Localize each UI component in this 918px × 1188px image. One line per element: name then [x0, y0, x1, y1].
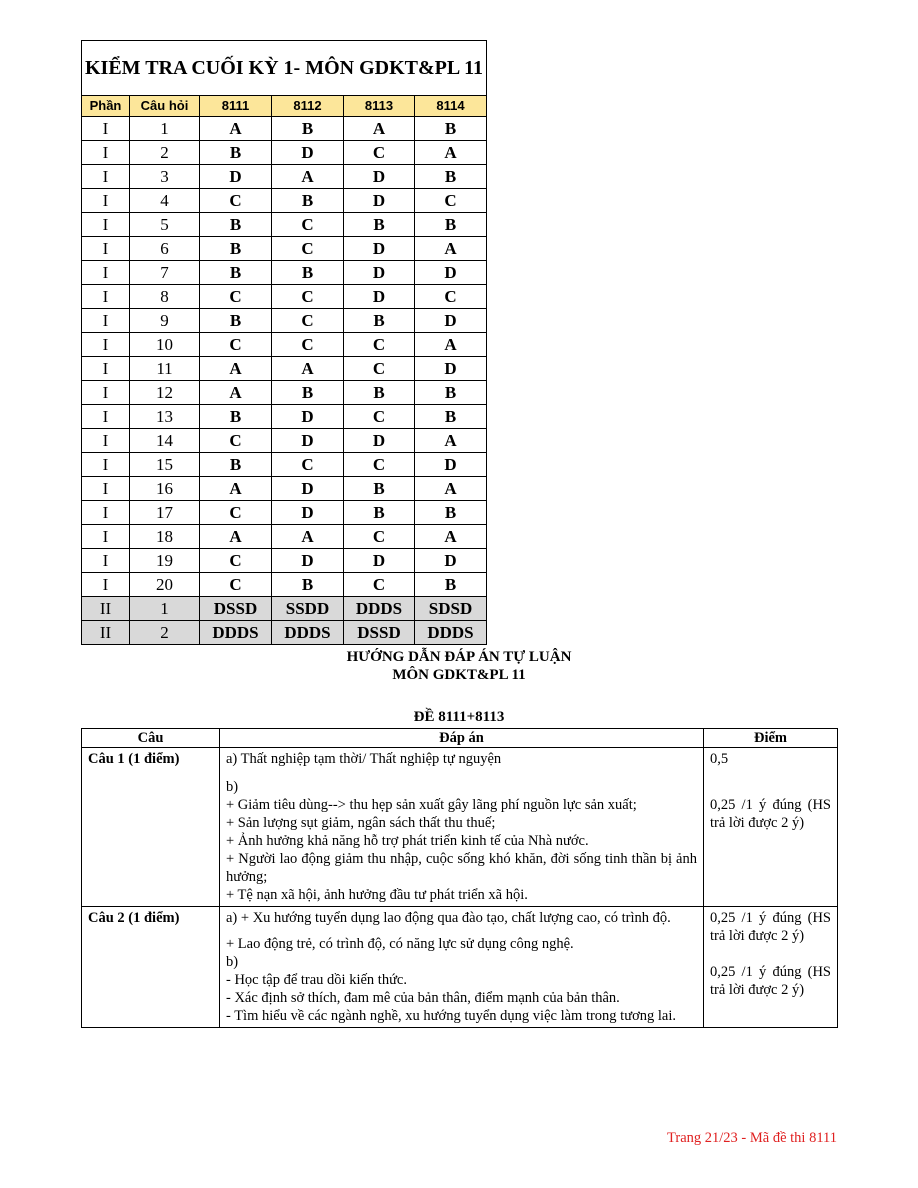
question-1-row [82, 748, 838, 907]
q1-score-a: 0,5 [710, 751, 729, 767]
answer-cell: C [344, 141, 415, 165]
answer-cell: DDDS [415, 621, 487, 645]
answer-key-title: KIỂM TRA CUỐI KỲ 1- MÔN GDKT&PL 11 [82, 41, 487, 96]
answer-key-row [82, 261, 487, 285]
answer-cell: D [272, 549, 344, 573]
answer-cell: B [344, 213, 415, 237]
answer-cell: C [415, 189, 487, 213]
answer-cell: DDDS [272, 621, 344, 645]
answer-cell: B [272, 261, 344, 285]
answer-key-row [82, 333, 487, 357]
q2-part-a-2: + Lao động trẻ, có trình độ, có năng lực sử dụng công nghệ. [226, 936, 574, 952]
answer-cell: D [344, 549, 415, 573]
answer-cell: SSDD [272, 597, 344, 621]
part-cell: I [82, 549, 130, 573]
answer-cell: D [344, 429, 415, 453]
answer-cell: D [272, 477, 344, 501]
answer-cell: DSSD [344, 621, 415, 645]
answer-cell: D [415, 261, 487, 285]
answer-key-row [82, 573, 487, 597]
answer-key-body [82, 117, 487, 645]
answer-cell: A [415, 477, 487, 501]
answer-key-row [82, 501, 487, 525]
answer-key-table [81, 40, 487, 645]
answer-cell: C [200, 573, 272, 597]
page-footer: Trang 21/23 - Mã đề thi 8111 [667, 1130, 837, 1146]
answer-cell: A [200, 381, 272, 405]
answer-cell: A [200, 525, 272, 549]
part-cell: I [82, 333, 130, 357]
answer-key-row [82, 405, 487, 429]
question-number-cell: 19 [130, 549, 200, 573]
answer-cell: C [344, 573, 415, 597]
answer-cell: B [272, 381, 344, 405]
answer-cell: A [272, 357, 344, 381]
part-cell: I [82, 477, 130, 501]
answer-cell: DSSD [200, 597, 272, 621]
answer-cell: A [415, 525, 487, 549]
answer-cell: DDDS [344, 597, 415, 621]
answer-item: - Xác định sở thích, đam mê của bản thân, điểm mạnh của bản thân. [226, 990, 620, 1006]
answer-cell: C [272, 285, 344, 309]
answer-cell: C [200, 549, 272, 573]
answer-cell: A [415, 333, 487, 357]
question-number-cell: 18 [130, 525, 200, 549]
part-cell: I [82, 285, 130, 309]
answer-item: + Tệ nạn xã hội, ảnh hưởng đầu tư phát triển xã hội. [226, 887, 528, 903]
answer-cell: B [200, 261, 272, 285]
question-2-score [704, 907, 838, 1028]
part-cell: I [82, 429, 130, 453]
answer-cell: C [415, 285, 487, 309]
answer-cell: C [344, 453, 415, 477]
answer-key-row [82, 549, 487, 573]
answer-cell: C [200, 285, 272, 309]
answer-cell: B [200, 213, 272, 237]
part-cell: II [82, 597, 130, 621]
answer-cell: C [344, 525, 415, 549]
answer-cell: D [344, 285, 415, 309]
answer-cell: C [200, 501, 272, 525]
q1-part-b-items [226, 796, 697, 904]
question-number-cell: 14 [130, 429, 200, 453]
column-header-answer: Đáp án [220, 729, 704, 748]
answer-key-row [82, 213, 487, 237]
part-cell: I [82, 357, 130, 381]
answer-key-row [82, 525, 487, 549]
part-cell: I [82, 453, 130, 477]
q1-part-a: a) Thất nghiệp tạm thời/ Thất nghiệp tự nguyện [226, 751, 502, 767]
answer-cell: B [415, 213, 487, 237]
question-number-cell: 17 [130, 501, 200, 525]
part-cell: I [82, 141, 130, 165]
answer-cell: C [272, 309, 344, 333]
q2-score-b: 0,25 /1 ý đúng (HS trả lời được 2 ý) [710, 964, 831, 998]
question-number-cell: 7 [130, 261, 200, 285]
part-cell: I [82, 237, 130, 261]
answer-cell: B [415, 165, 487, 189]
question-2-row [82, 907, 838, 1028]
answer-cell: B [200, 405, 272, 429]
essay-subject: MÔN GDKT&PL 11 [392, 667, 526, 683]
answer-item: - Tìm hiểu về các ngành nghề, xu hướng tuyển dụng việc làm trong tương lai. [226, 1008, 676, 1024]
part-cell: I [82, 309, 130, 333]
answer-cell: DDDS [200, 621, 272, 645]
answer-cell: A [272, 165, 344, 189]
answer-cell: D [344, 261, 415, 285]
answer-cell: B [272, 573, 344, 597]
answer-cell: C [344, 333, 415, 357]
part-cell: I [82, 117, 130, 141]
answer-cell: C [200, 189, 272, 213]
answer-cell: B [415, 117, 487, 141]
answer-cell: B [272, 189, 344, 213]
answer-key-header-cell: 8113 [344, 96, 415, 117]
answer-cell: C [344, 357, 415, 381]
answer-cell: C [272, 213, 344, 237]
answer-key-row [82, 117, 487, 141]
part-cell: I [82, 189, 130, 213]
answer-cell: D [272, 501, 344, 525]
answer-key-row [82, 165, 487, 189]
answer-cell: A [272, 525, 344, 549]
answer-cell: A [415, 429, 487, 453]
question-2-answer [220, 907, 704, 1028]
part-cell: I [82, 501, 130, 525]
answer-cell: C [344, 405, 415, 429]
question-number-cell: 2 [130, 621, 200, 645]
question-1-answer [220, 748, 704, 907]
part-cell: II [82, 621, 130, 645]
q2-part-b-label: b) [226, 954, 239, 970]
answer-cell: A [415, 141, 487, 165]
answer-cell: C [200, 333, 272, 357]
answer-cell: B [272, 117, 344, 141]
answer-key-row [82, 141, 487, 165]
answer-key-row [82, 477, 487, 501]
answer-cell: B [415, 573, 487, 597]
answer-item: + Người lao động giảm thu nhập, cuộc sống khó khăn, đời sống tinh thần bị ảnh hưởng; [226, 851, 697, 885]
question-number-cell: 12 [130, 381, 200, 405]
part-cell: I [82, 261, 130, 285]
question-number-cell: 20 [130, 573, 200, 597]
question-number-cell: 4 [130, 189, 200, 213]
answer-cell: C [200, 429, 272, 453]
question-number-cell: 6 [130, 237, 200, 261]
answer-key-row [82, 453, 487, 477]
answer-cell: D [415, 357, 487, 381]
answer-key-row [82, 429, 487, 453]
part-cell: I [82, 213, 130, 237]
question-number-cell: 8 [130, 285, 200, 309]
answer-key-header-cell: 8112 [272, 96, 344, 117]
answer-key-row [82, 381, 487, 405]
question-number-cell: 5 [130, 213, 200, 237]
part-cell: I [82, 381, 130, 405]
answer-key-header-cell: 8114 [415, 96, 487, 117]
answer-cell: B [415, 501, 487, 525]
answer-item: + Ảnh hưởng khả năng hỗ trợ phát triển kinh tế của Nhà nước. [226, 833, 589, 849]
answer-key-row [82, 621, 487, 645]
answer-key-header-cell: 8111 [200, 96, 272, 117]
question-1-score [704, 748, 838, 907]
answer-item: - Học tập để trau dồi kiến thức. [226, 972, 407, 988]
answer-cell: D [415, 309, 487, 333]
answer-key-row [82, 309, 487, 333]
answer-cell: B [344, 309, 415, 333]
essay-heading: HƯỚNG DẪN ĐÁP ÁN TỰ LUẬN [346, 649, 572, 665]
answer-cell: SDSD [415, 597, 487, 621]
answer-cell: B [200, 237, 272, 261]
answer-cell: B [344, 477, 415, 501]
answer-cell: D [344, 237, 415, 261]
answer-key-row [82, 237, 487, 261]
part-cell: I [82, 165, 130, 189]
answer-cell: D [272, 429, 344, 453]
answer-key-row [82, 189, 487, 213]
answer-key-row [82, 597, 487, 621]
answer-cell: D [272, 405, 344, 429]
answer-cell: B [415, 381, 487, 405]
part-cell: I [82, 405, 130, 429]
answer-item: + Giảm tiêu dùng--> thu hẹp sản xuất gây lãng phí nguồn lực sản xuất; [226, 797, 637, 813]
answer-cell: C [272, 333, 344, 357]
answer-cell: C [272, 453, 344, 477]
column-header-question: Câu [82, 729, 220, 748]
answer-key-header-row [82, 96, 487, 117]
question-number-cell: 2 [130, 141, 200, 165]
answer-cell: B [200, 309, 272, 333]
question-number-cell: 15 [130, 453, 200, 477]
answer-cell: D [272, 141, 344, 165]
answer-key-row [82, 357, 487, 381]
answer-cell: D [415, 549, 487, 573]
answer-cell: D [415, 453, 487, 477]
question-number-cell: 1 [130, 117, 200, 141]
question-2-label: Câu 2 (1 điểm) [82, 907, 220, 1028]
question-number-cell: 16 [130, 477, 200, 501]
answer-cell: A [200, 117, 272, 141]
answer-cell: A [344, 117, 415, 141]
column-header-score: Điểm [704, 729, 838, 748]
essay-answer-table [81, 728, 838, 1028]
q2-part-a-1: a) + Xu hướng tuyển dụng lao động qua đào tạo, chất lượng cao, có trình độ. [226, 910, 671, 926]
q1-part-b-label: b) [226, 779, 239, 795]
question-number-cell: 13 [130, 405, 200, 429]
question-1-label: Câu 1 (1 điểm) [82, 748, 220, 907]
answer-cell: B [344, 381, 415, 405]
answer-cell: B [200, 453, 272, 477]
q2-part-b-items [226, 971, 697, 1025]
answer-cell: A [200, 357, 272, 381]
answer-key-header-cell: Phần [82, 96, 130, 117]
answer-cell: B [200, 141, 272, 165]
answer-key-header-cell: Câu hỏi [130, 96, 200, 117]
question-number-cell: 10 [130, 333, 200, 357]
question-number-cell: 1 [130, 597, 200, 621]
q2-score-a: 0,25 /1 ý đúng (HS trả lời được 2 ý) [710, 910, 831, 944]
answer-cell: B [344, 501, 415, 525]
question-number-cell: 11 [130, 357, 200, 381]
answer-cell: A [200, 477, 272, 501]
part-cell: I [82, 573, 130, 597]
answer-cell: B [415, 405, 487, 429]
answer-cell: A [415, 237, 487, 261]
answer-cell: C [272, 237, 344, 261]
answer-cell: D [344, 165, 415, 189]
question-number-cell: 3 [130, 165, 200, 189]
part-cell: I [82, 525, 130, 549]
exam-code: ĐỀ 8111+8113 [413, 709, 505, 725]
question-number-cell: 9 [130, 309, 200, 333]
answer-item: + Sản lượng sụt giảm, ngân sách thất thu thuế; [226, 815, 496, 831]
answer-cell: D [344, 189, 415, 213]
answer-key-row [82, 285, 487, 309]
answer-cell: D [200, 165, 272, 189]
q1-score-b: 0,25 /1 ý đúng (HS trả lời được 2 ý) [710, 797, 831, 831]
